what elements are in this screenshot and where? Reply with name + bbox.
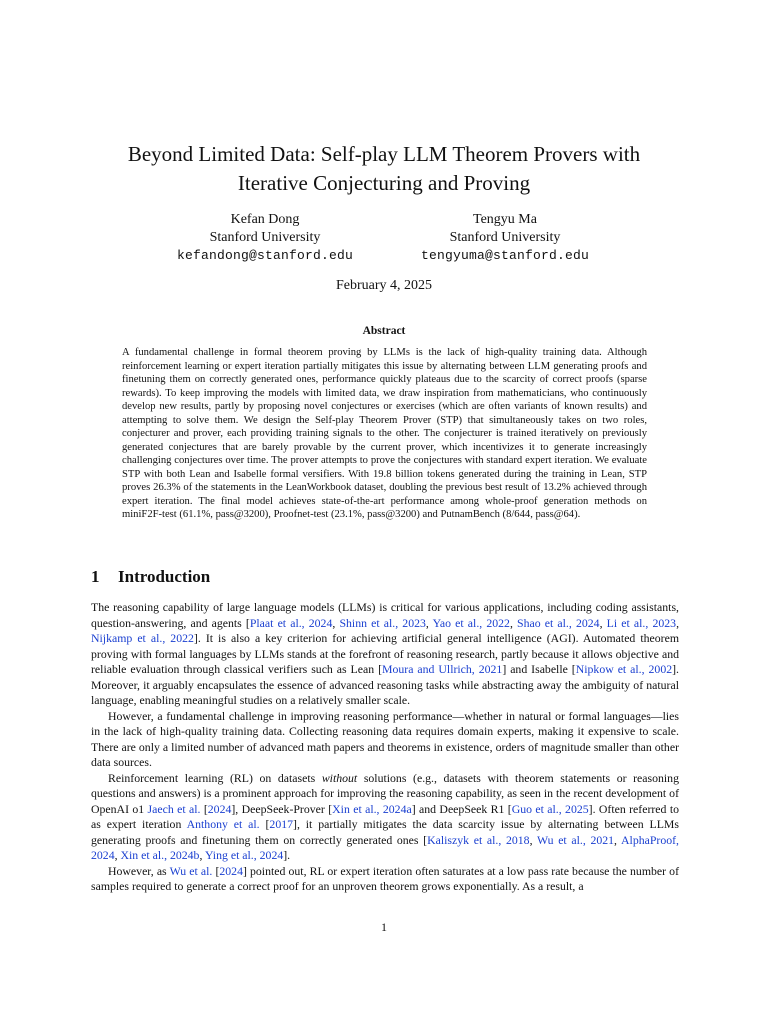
citation-link[interactable]: Plaat et al., 2024 (249, 615, 333, 630)
citation-link[interactable]: Wu et al., 2021 (536, 832, 615, 847)
author-affiliation: Stanford University (449, 230, 561, 245)
author-name: Tengyu Ma (473, 212, 537, 227)
body-text: ]. Often referred to as expert iteration (91, 801, 679, 831)
abstract-heading: Abstract (362, 325, 406, 337)
abstract-text: A fundamental challenge in formal theorem proving by LLMs is the lack of high-quality training data. Although reinforcement learning or expert iteration partially mitigates this issue by alternating between LLM generating proofs and finetuning them on correctly generated ones, performance quickly plateaus due to the scarcity of correct proofs (sparse rewards). To keep improving the models with limited data, we draw inspiration from mathematicians, who continuously develop new results, partly by proposing novel conjectures or exercises (which are often variants of known results) and attempting to solve them. We design the Self-play Theorem Prover (STP) that simultaneously takes on two roles, conjecturer and prover, each providing training signals to the other. The conjecturer is trained iteratively on previously generated conjectures that are barely provable by the current prover, which incentivizes it to generate increasingly challenging conjectures over time. The prover attempts to prove the conjectures with standard expert iteration. We evaluate STP with both Lean and Isabelle formal versifiers. With 19.8 billion tokens generated during the training in Lean, STP proves 26.3% of the statements in the LeanWorkbook dataset, doubling the previous best result of 13.2% achieved through expert iteration. The final model achieves state-of-the-art performance among whole-proof generation methods on miniF2F-test (61.1%, pass@3200), Proofnet-test (23.1%, pass@3200) and PutnamBench (8/644, pass@64). (122, 347, 647, 520)
body-text: ]. (283, 848, 291, 862)
citation-link[interactable]: Jaech et al. (147, 801, 201, 816)
title-line-1: Beyond Limited Data: Self-play LLM Theorem Provers with (127, 142, 641, 166)
citation-link[interactable]: Yao et al., 2022 (432, 615, 510, 630)
body-text: However, as (108, 863, 170, 878)
citation-link[interactable]: Moura and Ullrich, 2021 (382, 662, 503, 676)
emphasis-text: without (321, 770, 358, 785)
body-text: , (332, 615, 340, 630)
page-number: 1 (381, 920, 387, 934)
citation-link[interactable]: Li et al., 2023 (606, 615, 677, 630)
citation-link[interactable]: Shinn et al., 2023 (339, 615, 426, 630)
citation-link[interactable]: AlphaProof, 2024 (91, 832, 680, 862)
citation-link[interactable]: Xin et al., 2024a (332, 801, 412, 816)
body-text: ], it partially mitigates the data scarcity issue by alternating between LLMs generating proofs and finetuning them on correctly generated ones [ (91, 817, 679, 847)
author-name: Kefan Dong (230, 212, 300, 227)
author-block-2 (390, 211, 620, 265)
body-text: , (676, 615, 680, 630)
body-text: ] pointed out, RL or expert iteration often saturates at a low pass rate because the number of samples required to generate a correct proof for an unproven theorem grows exponentially. As a result, a (91, 863, 679, 893)
citation-link[interactable]: Anthony et al. (186, 817, 260, 831)
section-body (91, 600, 679, 895)
body-text: , (599, 615, 607, 630)
citation-link[interactable]: Shao et al., 2024 (517, 615, 600, 630)
body-text: ] and Isabelle [ (502, 662, 576, 676)
body-text: , (114, 848, 121, 862)
citation-link[interactable]: Wu et al. (169, 863, 213, 878)
citation-link[interactable]: Nipkow et al., 2002 (575, 662, 673, 676)
body-text: , (509, 615, 518, 630)
body-text: The reasoning capability of large language models (LLMs) is critical for various applications, including coding assistants, question-answering, and agents [ (91, 600, 679, 630)
author-block-1 (150, 211, 380, 265)
section-heading (91, 567, 210, 587)
citation-link[interactable]: 2017 (269, 817, 294, 831)
body-paragraph (91, 600, 679, 709)
body-text: , (425, 615, 433, 630)
body-text: ], DeepSeek-Prover [ (231, 801, 333, 816)
body-text: ]. Moreover, it arguably encapsulates the essence of advanced reasoning tasks while abstracting away the ambiguity of natural language, enabling meaningful studies on a relatively smaller scale. (91, 662, 680, 707)
body-paragraph (91, 771, 679, 864)
section-number: 1 (91, 567, 100, 586)
body-text: However, a fundamental challenge in improving reasoning performance—whether in natural or formal languages—lies in the lack of high-quality training data. Collecting reasoning data requires domain experts, making it expensive to scale. There are only a limited number of advanced math papers and theorems in existence, orders of magnitude smaller than other data sources. (91, 708, 679, 769)
citation-link[interactable]: Ying et al., 2024 (204, 848, 284, 862)
section-title: Introduction (118, 567, 211, 586)
body-text: , (529, 832, 537, 847)
citation-link[interactable]: 2024 (207, 801, 232, 816)
author-email[interactable]: kefandong@stanford.edu (176, 248, 354, 263)
body-paragraph (91, 709, 679, 771)
body-text: ] and DeepSeek R1 [ (411, 801, 512, 816)
citation-link[interactable]: Guo et al., 2025 (511, 801, 589, 816)
body-text: , (614, 832, 622, 847)
body-text: , (199, 848, 205, 862)
body-text: solutions (e.g., datasets with theorem statements or reasoning questions and answers) is a prominent approach for improving the reasoning capability, as seen in the recent development of OpenAI o1 (91, 770, 679, 816)
citation-link[interactable]: Nijkamp et al., 2022 (91, 631, 194, 645)
body-text: [ (259, 817, 270, 831)
citation-link[interactable]: Kaliszyk et al., 2018 (427, 832, 530, 847)
body-text: [ (212, 863, 220, 878)
citation-link[interactable]: Xin et al., 2024b (120, 848, 200, 862)
author-email[interactable]: tengyuma@stanford.edu (420, 248, 590, 263)
paper-title (60, 140, 708, 198)
body-text: ]. It is also a key criterion for achieving artificial general intelligence (AGI). Automated theorem proving with formal languages by LLMs stands at the forefront of reasoning research, partly because it allows objective and reliable evaluation through classical verifiers such as Lean [ (91, 631, 680, 676)
body-text: [ (200, 801, 208, 816)
title-line-2: Iterative Conjecturing and Proving (237, 171, 531, 195)
publication-date: February 4, 2025 (335, 278, 433, 293)
body-text: Reinforcement learning (RL) on datasets (108, 770, 322, 785)
author-affiliation: Stanford University (209, 230, 321, 245)
body-paragraph (91, 864, 679, 895)
citation-link[interactable]: 2024 (219, 863, 243, 878)
